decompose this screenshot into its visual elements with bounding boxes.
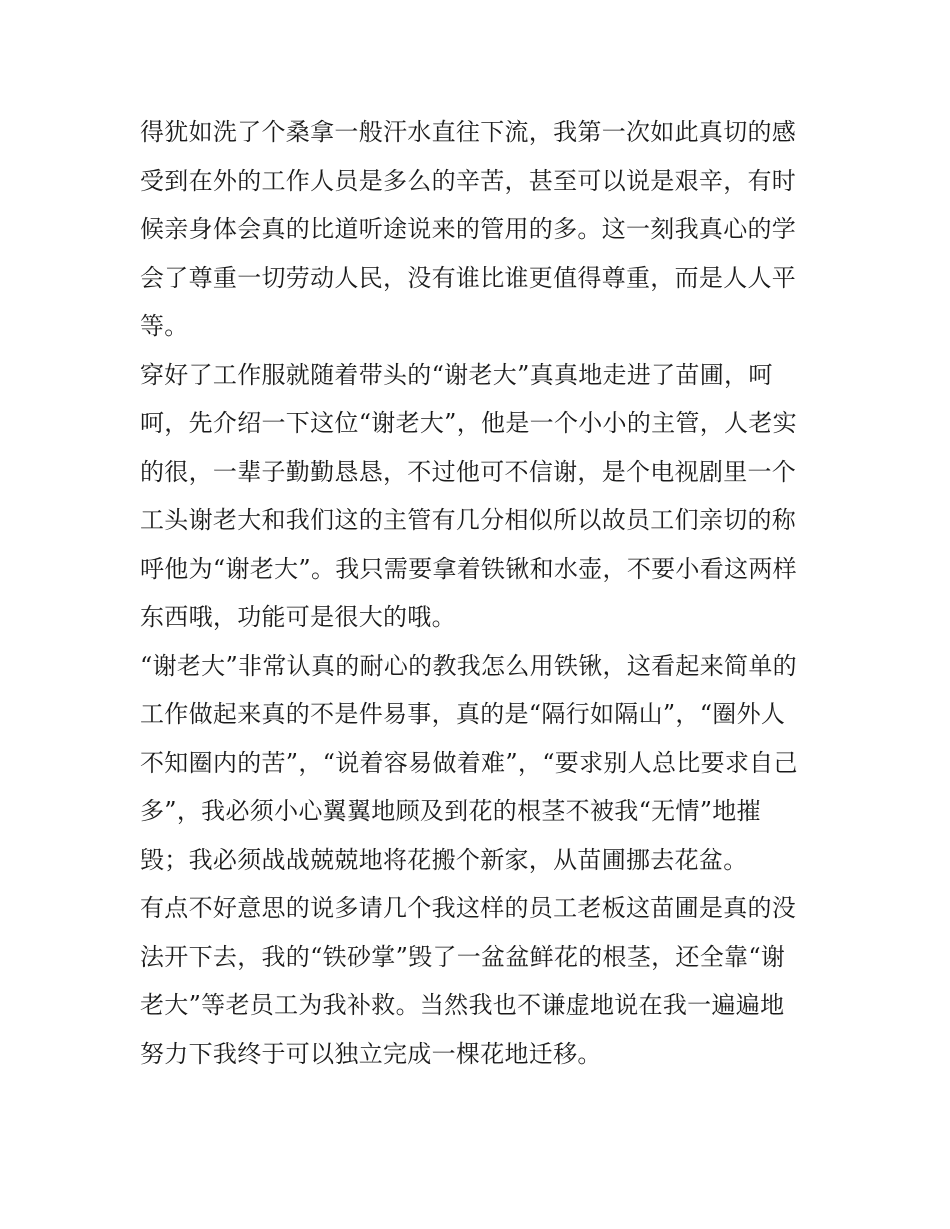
text-line: 呼他为“谢老大”。我只需要拿着铁锹和水壶，不要小看这两样 [140,554,797,583]
text-line: 穿好了工作服就随着带头的“谢老大”真真地走进了苗圃，呵 [140,360,773,389]
text-line: 法开下去，我的“铁砂掌”毁了一盆盆鲜花的根茎，还全靠“谢 [140,942,786,971]
text-line: 得犹如洗了个桑拿一般汗水直往下流，我第一次如此真切的感 [140,118,797,146]
text-line: 东西哦，功能可是很大的哦。 [140,603,456,631]
text-line: 工作做起来真的不是件易事，真的是“隔行如隔山”，“圈外人 [140,700,786,728]
text-line: 多”，我必须小心翼翼地顾及到花的根茎不被我“无情”地摧 [140,797,761,825]
text-line: 努力下我终于可以独立完成一棵花地迁移。 [140,1039,602,1068]
text-line: 老大”等老员工为我补救。当然我也不谦虚地说在我一遍遍地 [140,991,785,1019]
text-line: 等。 [140,312,189,340]
text-line: “谢老大”非常认真的耐心的教我怎么用铁锹，这看起来简单的 [140,651,797,680]
text-line: 会了尊重一切劳动人民，没有谁比谁更值得尊重，而是人人平 [140,263,797,292]
text-line: 候亲身体会真的比道听途说来的管用的多。这一刻我真心的学 [140,215,797,243]
text-line: 的很，一辈子勤勤恳恳，不过他可不信谢，是个电视剧里一个 [140,457,797,486]
text-line: 有点不好意思的说多请几个我这样的员工老板这苗圃是真的没 [140,894,797,922]
text-line: 工头谢老大和我们这的主管有几分相似所以故员工们亲切的称 [140,506,797,534]
document-body [140,108,820,1078]
text-line: 受到在外的工作人员是多么的辛苦，甚至可以说是艰辛，有时 [140,166,797,195]
text-line: 毁；我必须战战兢兢地将花搬个新家，从苗圃挪去花盆。 [140,845,748,874]
text-line: 呵，先介绍一下这位“谢老大”，他是一个小小的主管，人老实 [140,409,797,437]
text-line: 不知圈内的苦”，“说着容易做着难”，“要求别人总比要求自己 [140,748,798,777]
